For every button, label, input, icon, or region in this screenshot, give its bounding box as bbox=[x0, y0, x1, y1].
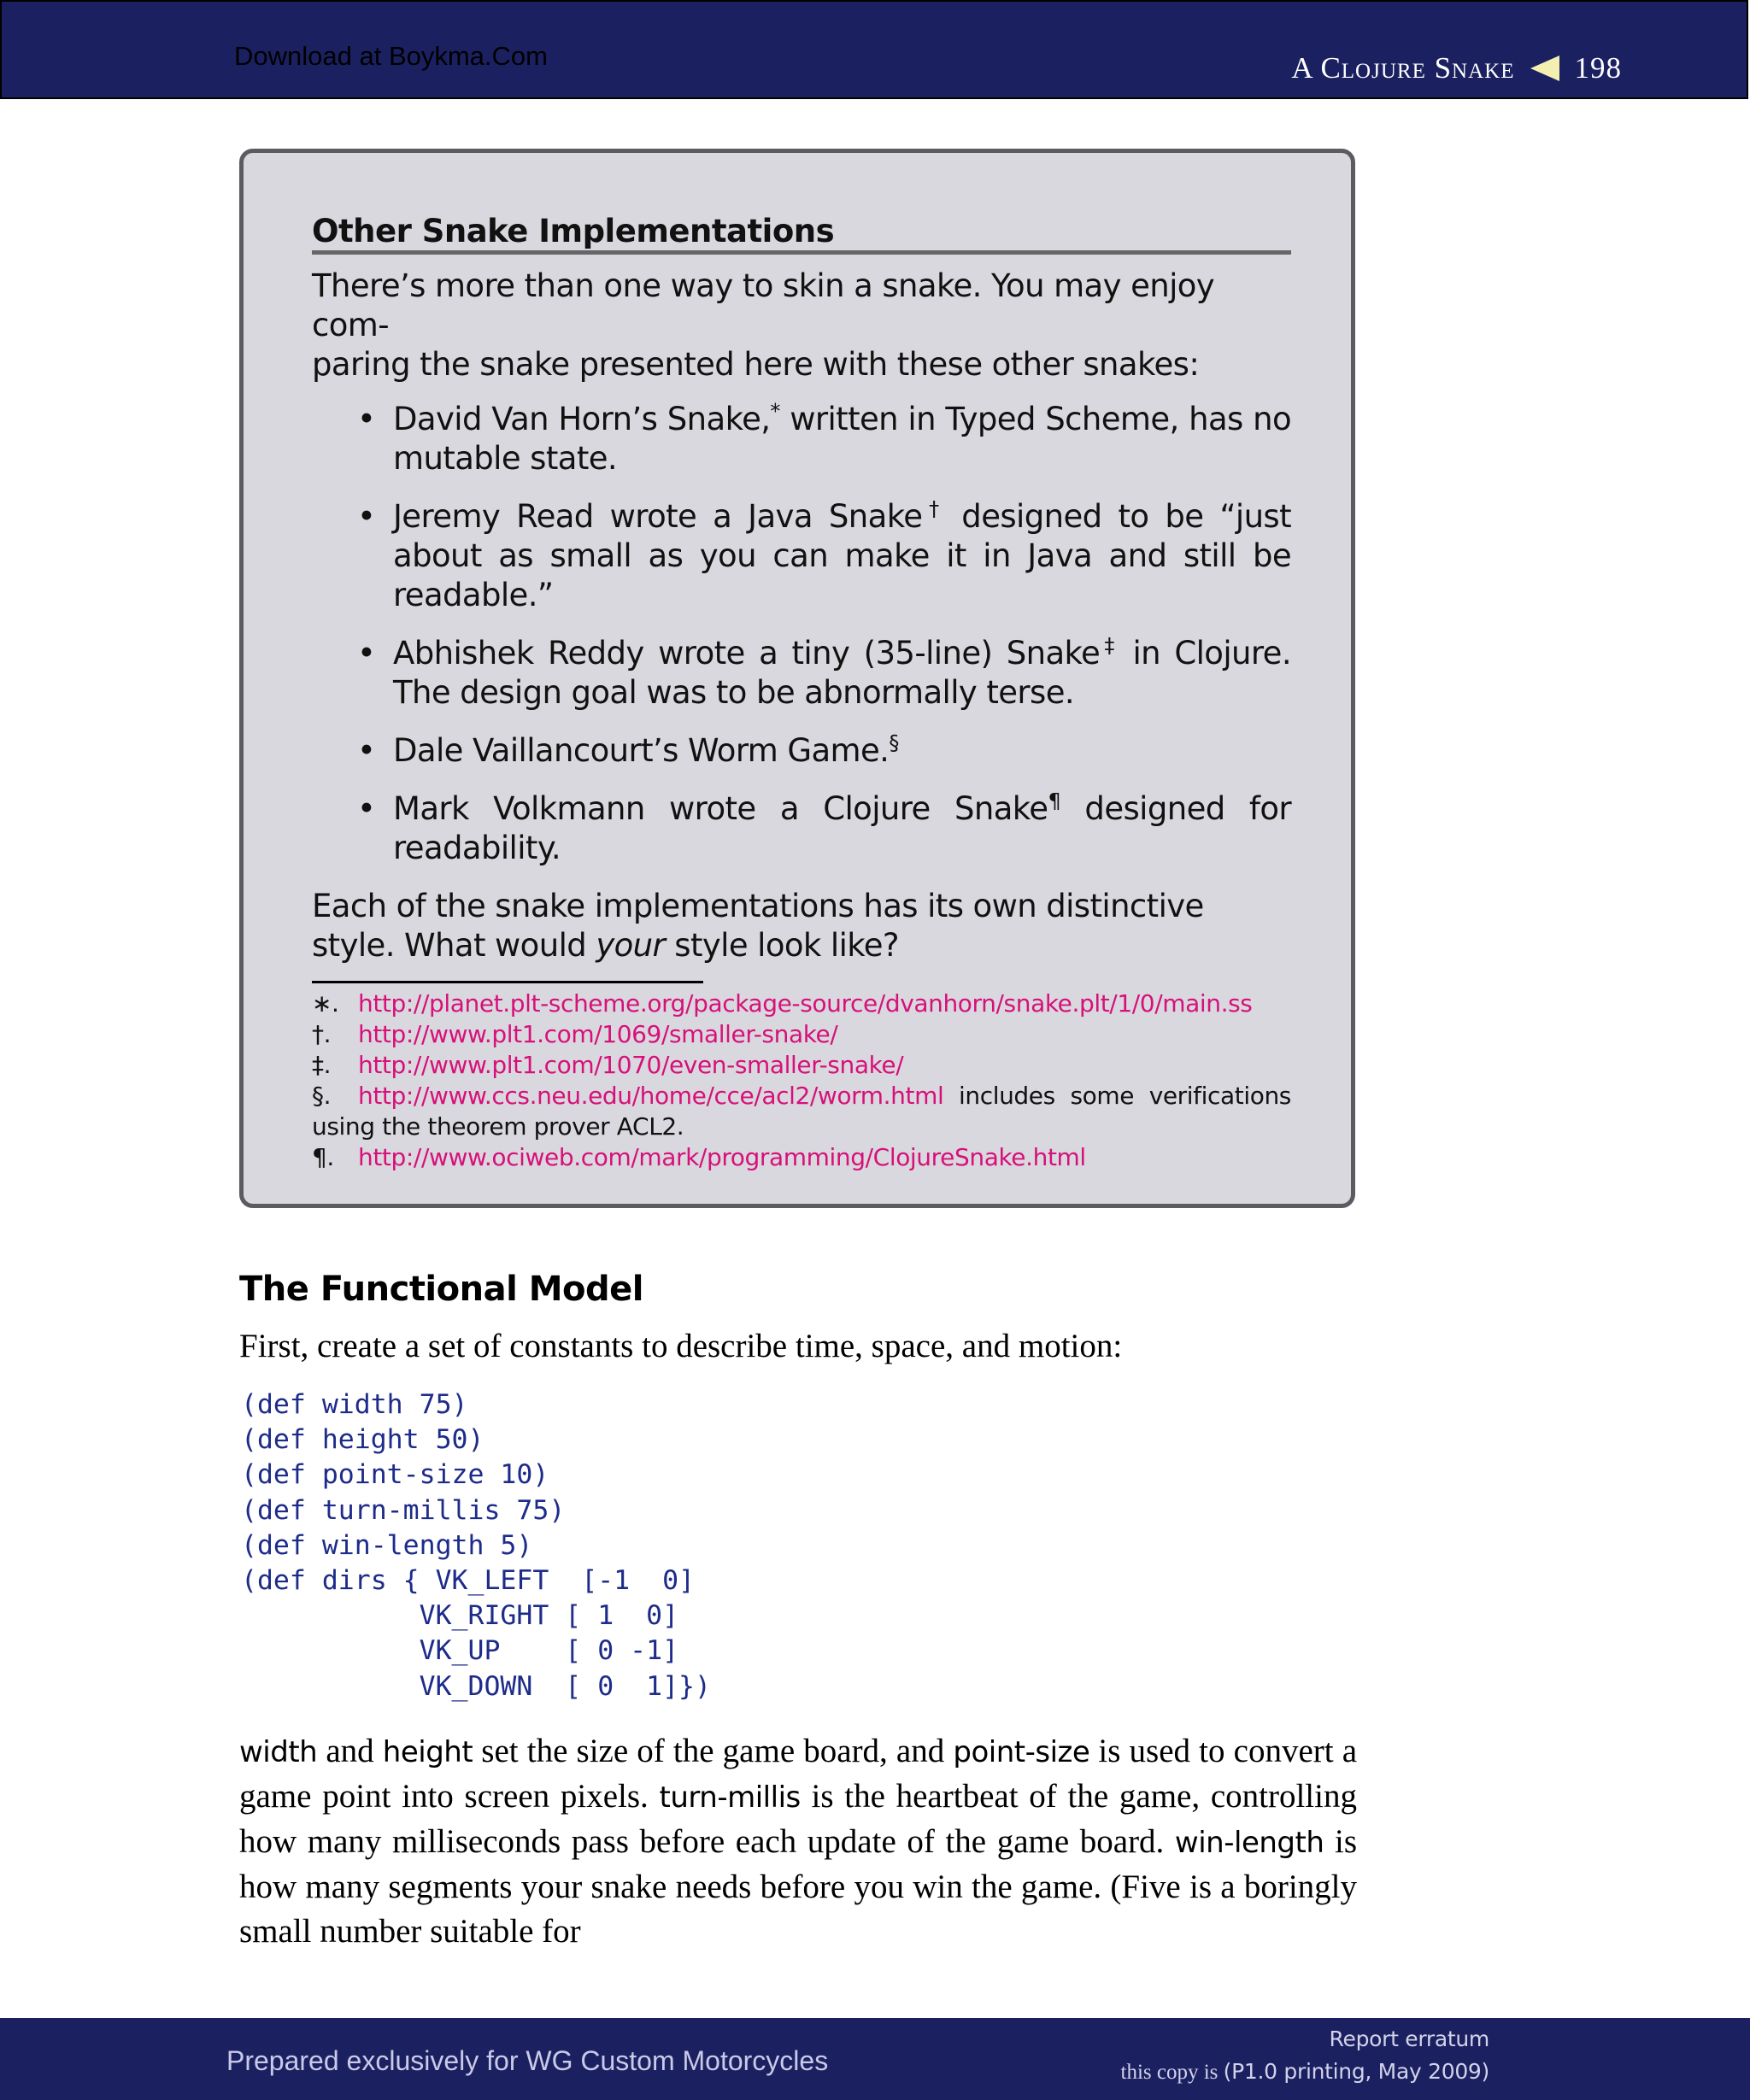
footnote-mark[interactable]: ‡ bbox=[1100, 633, 1119, 658]
footnote-link[interactable]: http://www.ccs.neu.edu/home/cce/acl2/worm.html bbox=[358, 1082, 944, 1110]
body-paragraph bbox=[239, 1729, 1357, 1954]
footnote-link[interactable]: http://planet.plt-scheme.org/package-source/dvanhorn/snake.plt/1/0/main.ss bbox=[358, 989, 1253, 1018]
footnote-link[interactable]: http://www.plt1.com/1070/even-smaller-snake/ bbox=[358, 1051, 904, 1079]
copy-prefix: this copy is bbox=[1120, 2061, 1224, 2084]
footnote-mark[interactable]: † bbox=[922, 496, 946, 521]
running-header bbox=[1291, 51, 1622, 85]
footnote-link[interactable]: http://www.ociweb.com/mark/programming/ClojureSnake.html bbox=[358, 1143, 1086, 1171]
section-intro: First, create a set of constants to describe time, space, and motion: bbox=[239, 1328, 1123, 1364]
copy-info bbox=[1121, 2059, 1490, 2085]
item-text: Mark Volkmann wrote a Clojure Snake bbox=[393, 790, 1048, 827]
running-title: A Clojure Snake bbox=[1291, 51, 1515, 85]
footnote-link[interactable]: http://www.plt1.com/1069/smaller-snake/ bbox=[358, 1020, 838, 1048]
sidebar-intro-line1: There’s more than one way to skin a snake. You may enjoy com- bbox=[312, 267, 1215, 343]
list-item bbox=[357, 730, 1291, 771]
body-text: and bbox=[317, 1733, 383, 1769]
snake-list bbox=[312, 400, 1291, 868]
item-text: written in Typed Scheme, has no mutable state. bbox=[393, 401, 1292, 477]
code-identifier: win-length bbox=[1174, 1826, 1324, 1860]
sidebar-intro bbox=[312, 267, 1291, 384]
list-item bbox=[357, 399, 1292, 478]
footnote-divider bbox=[312, 981, 703, 983]
list-item bbox=[357, 496, 1292, 615]
footnote-mark[interactable]: § bbox=[889, 730, 899, 755]
section-heading: The Functional Model bbox=[239, 1270, 643, 1309]
code-listing: (def width 75) (def height 50) (def point-size 10) (def turn-millis 75) (def win-length 5) (def dirs { VK_LEFT [-1 0] VK_RIGHT [ 1 0] VK_UP [ 0 -1] VK_DOWN [ 0 1]}) bbox=[241, 1389, 711, 1702]
footnote bbox=[312, 1019, 1291, 1050]
footnote bbox=[312, 1050, 1291, 1081]
sidebar-outro bbox=[312, 887, 1291, 965]
download-note: Download at Boykma.Com bbox=[234, 41, 548, 71]
list-item bbox=[357, 789, 1291, 868]
page-number: 198 bbox=[1574, 51, 1622, 85]
item-text: David Van Horn’s Snake, bbox=[393, 401, 771, 437]
footnote-mark[interactable]: * bbox=[770, 399, 780, 424]
item-text: designed to be “just about as small as you can make it in Java and still be readable.” bbox=[393, 498, 1292, 613]
item-text: in Clojure. The design goal was to be abnormally terse. bbox=[393, 635, 1291, 711]
footnote-marker: §. bbox=[312, 1082, 332, 1110]
footnote-mark[interactable]: ¶ bbox=[1048, 789, 1061, 813]
list-item bbox=[357, 633, 1291, 713]
footnote bbox=[312, 988, 1291, 1019]
prepared-for-note: Prepared exclusively for WG Custom Motorcycles bbox=[226, 2045, 829, 2076]
outro-emphasis: your bbox=[596, 927, 666, 964]
outro-text: Each of the snake implementations has its own distinctive style. What would bbox=[312, 888, 1204, 964]
footnote-text: includes some verifications using the theorem prover ACL2. bbox=[312, 1082, 1291, 1141]
body-text: is the heartbeat of the game, controlling how many milliseconds pass before each update of the game board. bbox=[239, 1778, 1357, 1860]
code-identifier: turn-millis bbox=[659, 1780, 801, 1815]
bullet-icon: • bbox=[357, 635, 376, 672]
copy-printing: (P1.0 printing, May 2009) bbox=[1223, 2059, 1489, 2084]
body-text: set the size of the game board, and bbox=[473, 1733, 954, 1769]
bullet-icon: • bbox=[357, 498, 376, 535]
body-text: is how many segments your snake needs before you win the game. (Five is a boringly small number suitable for bbox=[239, 1823, 1357, 1950]
sidebar-box bbox=[239, 149, 1355, 1208]
outro-text: style look like? bbox=[665, 927, 899, 964]
bullet-icon: • bbox=[357, 732, 376, 769]
bullet-icon: • bbox=[357, 790, 376, 827]
bullet-icon: • bbox=[357, 401, 376, 437]
code-identifier: height bbox=[382, 1735, 473, 1769]
sidebar-title: Other Snake Implementations bbox=[312, 213, 1291, 255]
footnote bbox=[312, 1142, 1291, 1173]
body-text: is used to convert a game point into screen pixels. bbox=[239, 1733, 1358, 1815]
footnote-marker: ¶. bbox=[312, 1143, 334, 1171]
code-identifier: width bbox=[239, 1735, 318, 1769]
footnote-marker: ∗. bbox=[312, 989, 339, 1018]
report-erratum-link[interactable]: Report erratum bbox=[1329, 2027, 1489, 2051]
item-text: Dale Vaillancourt’s Worm Game. bbox=[393, 732, 890, 769]
item-text: Jeremy Read wrote a Java Snake bbox=[393, 498, 923, 535]
footnote bbox=[312, 1081, 1291, 1142]
footnote-marker: ‡. bbox=[312, 1051, 332, 1079]
sidebar-intro-line2: paring the snake presented here with these other snakes: bbox=[312, 346, 1200, 383]
item-text: designed for readability. bbox=[393, 790, 1291, 866]
footnote-marker: †. bbox=[312, 1020, 332, 1048]
previous-page-triangle-icon[interactable] bbox=[1530, 56, 1559, 81]
code-identifier: point-size bbox=[953, 1735, 1090, 1769]
item-text: Abhishek Reddy wrote a tiny (35-line) Snake bbox=[393, 635, 1101, 672]
